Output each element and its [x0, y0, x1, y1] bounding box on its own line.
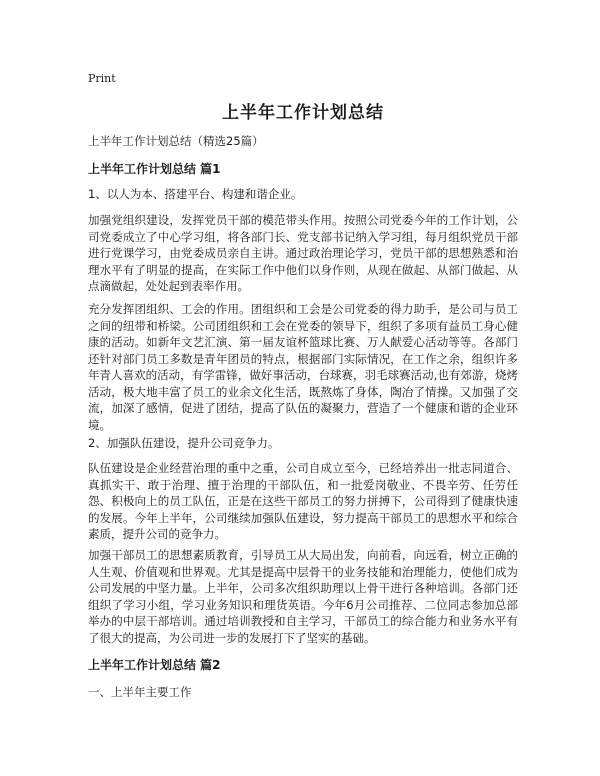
section-1-paragraph-4: 加强干部员工的思想素质教育，引导员工从大局出发，向前看，向远看，树立正确的人生观、价值观和世界观。尤其是提高中层骨干的业务技能和治理能力，使他们成为公司发展的中坚力量。上半年，公司多次组织助理以上骨干进行各种培训。各部门还组织了学习小组，学习业务知识和理货英语。今年6月公司推荐、二位同志参加总部举办的中层干部培训。通过培训教授和自主学习，干部员工的综合能力和业务水平有了很大的提高，为公司进一步的发展打下了坚实的基础。	[88, 548, 518, 645]
section-1-item-1: 1、以人为本、搭建平台、构建和谐企业。	[88, 187, 303, 201]
section-heading-2: 上半年工作计划总结 篇2	[88, 658, 221, 672]
section-heading-1: 上半年工作计划总结 篇1	[88, 162, 221, 176]
section-1-paragraph-1: 加强党组织建设，发挥党员干部的模范带头作用。按照公司党委今年的工作计划，公司党委成立了中心学习组，将各部门长、党支部书记纳入学习组，每月组织党员干部进行党课学习，由党委成员亲自主讲。通过政治理论学习，党员干部的思想熟悉和治理水平有了明显的提高，在实际工作中他们以身作则，从现在做起、从部门做起、从点滴做起，处处起到表率作用。	[88, 213, 518, 293]
section-1-item-2: 2、加强队伍建设，提升公司竞争力。	[88, 436, 280, 450]
section-2-item-1: 一、上半年主要工作	[88, 685, 192, 699]
page-title: 上半年工作计划总结	[222, 103, 384, 123]
print-link[interactable]: Print	[88, 72, 116, 85]
section-1-paragraph-2: 充分发挥团组织、工会的作用。团组织和工会是公司党委的得力助手，是公司与员工之间的纽带和桥梁。公司团组织和工会在党委的领导下，组织了多项有益员工身心健康的活动。如新年文艺汇演、第一届友谊杯篮球比赛、万人献爱心活动等等。各部门还针对部门员工多数是青年团员的特点，根据部门实际情况，在工作之余，组织许多年青人喜欢的活动，有学雷锋，做好事活动，台球赛，羽毛球赛活动,也有郊游，烧烤活动，极大地丰富了员工的业余文化生活，既熬炼了身体，陶冶了情操。又加强了交流，加深了感情，促进了团结，提高了队伍的凝聚力，营造了一个健康和谐的企业环境。	[88, 302, 518, 432]
subtitle: 上半年工作计划总结（精选25篇）	[88, 134, 264, 148]
section-1-paragraph-3: 队伍建设是企业经营治理的重中之重，公司自成立至今，已经培养出一批志同道合、真抓实干、敢于治理、擅于治理的干部队伍，和一批爱岗敬业、不畏辛劳、任劳任怨、积极向上的员工队伍，正是在这些干部员工的努力拼搏下，公司得到了健康快速的发展。今年上半年，公司继续加强队伍建设，努力提高干部员工的思想水平和综合素质，提升公司的竞争力。	[88, 461, 518, 541]
